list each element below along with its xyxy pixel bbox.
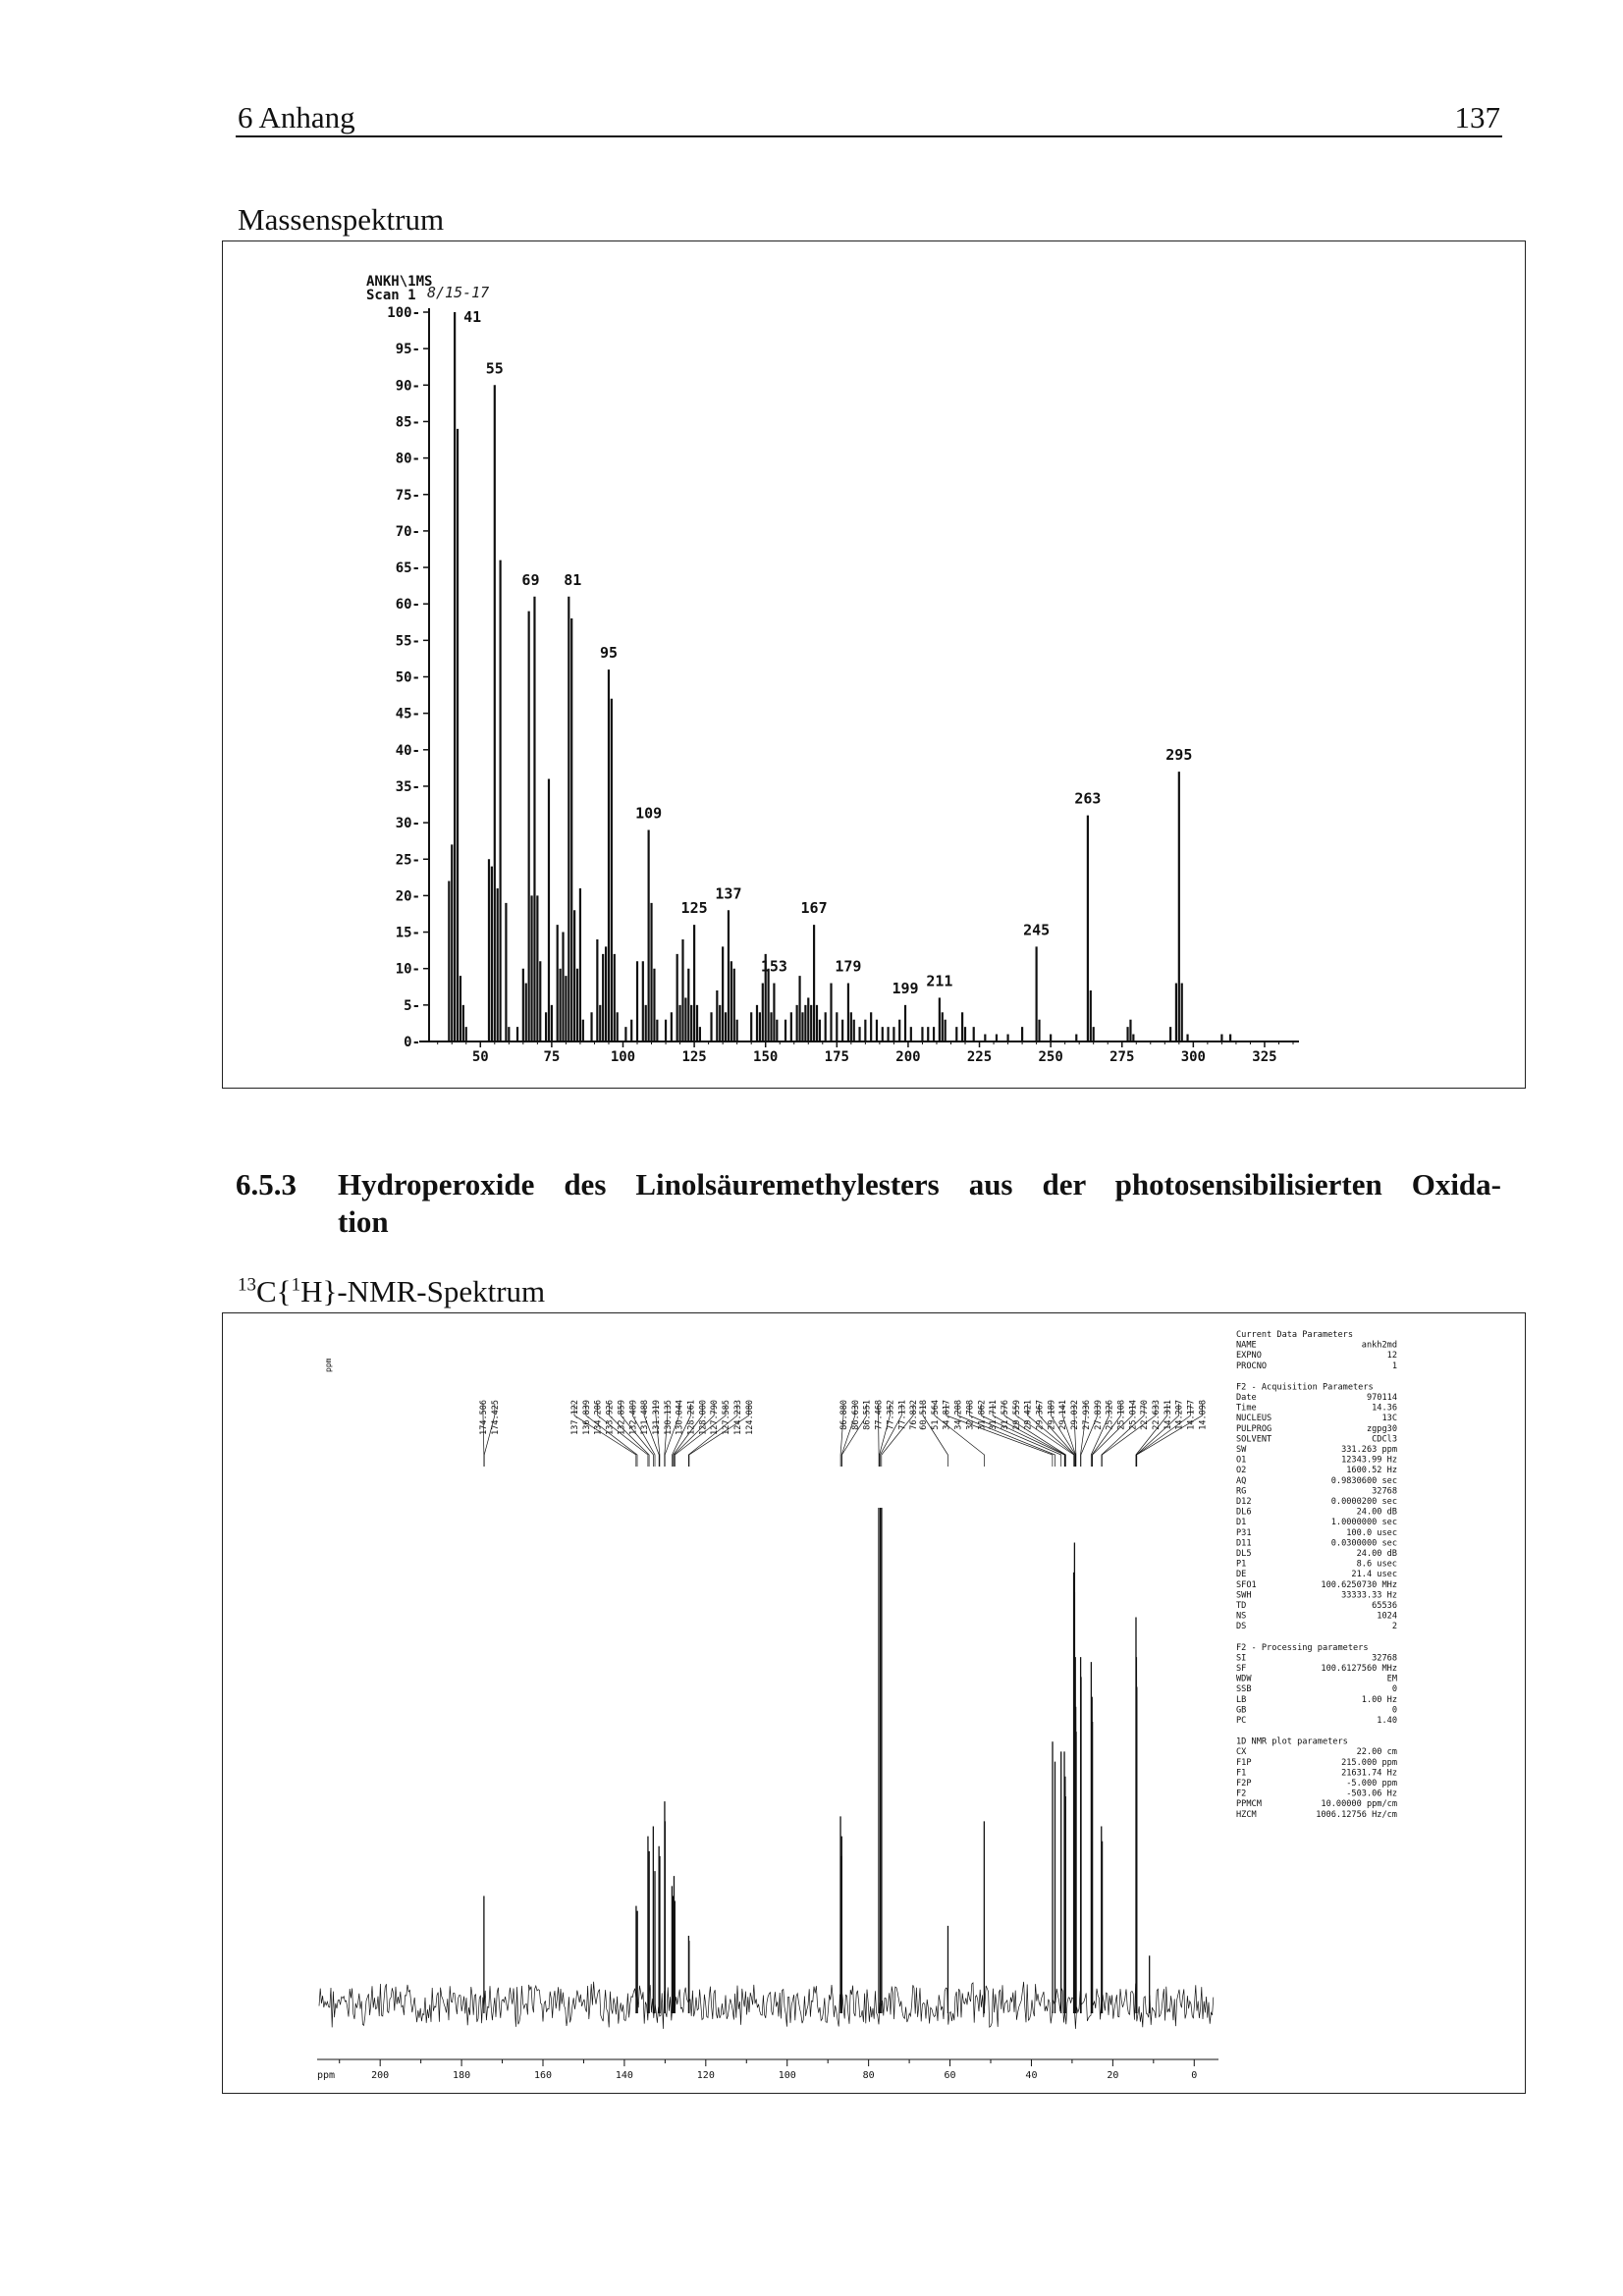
nmr-param-value: 1: [1391, 1361, 1397, 1371]
ms-peak-label: 199: [892, 979, 919, 997]
ms-x-tick-label: 325: [1252, 1049, 1277, 1065]
nmr-param-key: F2: [1236, 1789, 1247, 1799]
ms-x-tick-label: 75: [543, 1049, 561, 1065]
ms-caption: Massenspektrum: [238, 202, 445, 237]
nmr-peak-label: 14.207: [1174, 1400, 1185, 1430]
nmr-param-value: 32768: [1372, 1653, 1397, 1664]
nmr-param-key: F2P: [1236, 1779, 1252, 1789]
nmr-param-key: SWH: [1236, 1590, 1252, 1601]
nmr-param-key: PROCNO: [1236, 1361, 1268, 1371]
ms-x-tick-label: 250: [1038, 1049, 1063, 1065]
nmr-x-tick-label: 0: [1191, 2070, 1198, 2081]
ms-peak-label: 167: [800, 899, 828, 918]
nmr-peak-label: 29.367: [1035, 1400, 1046, 1430]
nmr-peak-label: 29.189: [1047, 1400, 1057, 1430]
nmr-peak-label: 34.817: [942, 1400, 952, 1430]
nmr-caption-mid: C{: [256, 1274, 292, 1308]
nmr-peak-label: 31.711: [989, 1400, 1000, 1430]
ms-figure: [222, 240, 1526, 1089]
ms-y-tick-label: 15-: [395, 925, 420, 941]
ms-y-tick-label: 60-: [395, 597, 420, 614]
nmr-param-key: TD: [1236, 1601, 1247, 1611]
nmr-peak-label: 51.564: [930, 1400, 941, 1430]
nmr-param-key: P31: [1236, 1527, 1252, 1538]
ms-y-tick-label: 30-: [395, 816, 420, 832]
nmr-param-key: WDW: [1236, 1674, 1252, 1684]
nmr-peak-label: 133.926: [605, 1400, 616, 1435]
ms-peak-label: 41: [463, 308, 482, 326]
nmr-peak-label: 86.551: [862, 1400, 873, 1430]
nmr-axis-unit: ppm: [324, 1358, 333, 1372]
nmr-x-tick-label: 100: [778, 2070, 796, 2081]
ms-x-tick-label: 50: [471, 1049, 489, 1065]
nmr-param-value: CDCl3: [1372, 1434, 1397, 1445]
nmr-param-value: 0: [1391, 1705, 1397, 1716]
nmr-peak-label: 174.425: [490, 1400, 501, 1435]
nmr-peak-label: 130.044: [675, 1400, 685, 1435]
nmr-param-key: AQ: [1236, 1475, 1247, 1486]
nmr-param-value: 24.00 dB: [1356, 1507, 1397, 1518]
nmr-param-value: 1.40: [1377, 1716, 1397, 1726]
ms-peak-label: 109: [635, 804, 663, 823]
ms-peak-label: 263: [1074, 789, 1102, 808]
ms-peak-label: 137: [715, 884, 742, 903]
nmr-x-tick-label: 180: [453, 2070, 471, 2081]
nmr-param-value: 215.000 ppm: [1341, 1757, 1397, 1768]
nmr-x-tick-label: 40: [1025, 2070, 1038, 2081]
nmr-peak-label: 77.352: [886, 1400, 896, 1430]
nmr-param-value: zgpg30: [1366, 1423, 1397, 1434]
section-title-line2: tion: [338, 1204, 389, 1239]
nmr-param-heading: F2 - Processing parameters: [1236, 1642, 1369, 1653]
nmr-param-value: 1.00 Hz: [1361, 1694, 1397, 1705]
ms-peak-label: 211: [926, 972, 953, 990]
nmr-peak-label: 134.206: [593, 1400, 604, 1435]
nmr-param-value: 65536: [1372, 1601, 1397, 1611]
ms-peak-label: 295: [1165, 746, 1193, 765]
nmr-peak-label: 25.014: [1128, 1400, 1139, 1430]
nmr-param-value: 1024: [1377, 1611, 1397, 1622]
nmr-param-key: O1: [1236, 1455, 1247, 1466]
ms-y-tick-label: 95-: [395, 342, 420, 358]
nmr-peak-label: 77.468: [874, 1400, 885, 1430]
nmr-param-value: 100.6127560 MHz: [1321, 1664, 1397, 1674]
nmr-param-key: F1: [1236, 1768, 1247, 1779]
nmr-param-value: 21.4 usec: [1351, 1570, 1397, 1580]
nmr-peak-label: 31.862: [977, 1400, 988, 1430]
ms-title-line2: Scan 1: [366, 288, 416, 303]
nmr-peak-label: 34.208: [953, 1400, 964, 1430]
running-header: [236, 98, 1502, 137]
nmr-param-key: F1P: [1236, 1757, 1252, 1768]
nmr-param-key: HZCM: [1236, 1809, 1257, 1820]
nmr-param-key: DS: [1236, 1622, 1247, 1632]
nmr-param-value: 33333.33 Hz: [1341, 1590, 1397, 1601]
nmr-peak-label: 131.319: [651, 1400, 662, 1435]
ms-x-tick-label: 100: [610, 1049, 636, 1065]
nmr-param-key: D11: [1236, 1538, 1252, 1549]
nmr-param-value: 970114: [1366, 1393, 1397, 1403]
nmr-param-key: NUCLEUS: [1236, 1414, 1272, 1424]
nmr-param-key: DE: [1236, 1570, 1247, 1580]
ms-y-tick-label: 100-: [387, 305, 420, 321]
nmr-param-value: 14.36: [1372, 1403, 1397, 1414]
ms-x-tick-label: 150: [753, 1049, 779, 1065]
nmr-param-key: DL6: [1236, 1507, 1252, 1518]
nmr-param-value: 32768: [1372, 1486, 1397, 1497]
nmr-x-axis-label: ppm: [317, 2070, 336, 2081]
nmr-param-heading: F2 - Acquisition Parameters: [1236, 1382, 1374, 1393]
ms-y-tick-label: 75-: [395, 487, 420, 504]
nmr-peak-label: 137.122: [570, 1400, 580, 1435]
nmr-param-key: GB: [1236, 1705, 1247, 1716]
nmr-peak-label: 127.585: [722, 1400, 732, 1435]
ms-x-tick-label: 125: [681, 1049, 707, 1065]
nmr-param-value: 24.00 dB: [1356, 1549, 1397, 1559]
nmr-param-key: SOLVENT: [1236, 1434, 1272, 1445]
nmr-peak-label: 32.708: [965, 1400, 976, 1430]
nmr-peak-label: 76.832: [909, 1400, 920, 1430]
nmr-peak-label: 22.633: [1152, 1400, 1162, 1430]
ms-y-tick-label: 20-: [395, 888, 420, 905]
ms-peak-label: 125: [680, 899, 708, 918]
nmr-param-key: SF: [1236, 1664, 1247, 1674]
nmr-figure: [222, 1312, 1526, 2094]
nmr-peak-label: 14.177: [1186, 1400, 1197, 1430]
nmr-caption: [238, 1274, 545, 1309]
nmr-spectrum-chart: [223, 1313, 1525, 2093]
nmr-caption-sup2: 1: [291, 1274, 301, 1296]
ms-y-tick-label: 80-: [395, 451, 420, 467]
nmr-peak-label: 14.098: [1198, 1400, 1209, 1430]
ms-y-tick-label: 65-: [395, 561, 420, 577]
nmr-param-key: SW: [1236, 1445, 1247, 1455]
nmr-peak-label: 127.790: [710, 1400, 721, 1435]
ms-x-tick-label: 275: [1109, 1049, 1135, 1065]
nmr-peak-label: 128.261: [686, 1400, 697, 1435]
nmr-param-key: SI: [1236, 1653, 1247, 1664]
nmr-param-key: SSB: [1236, 1684, 1252, 1695]
nmr-param-key: RG: [1236, 1486, 1247, 1497]
section-title: [338, 1166, 1501, 1241]
ms-peak-label: 55: [485, 359, 504, 378]
nmr-param-key: DL5: [1236, 1549, 1252, 1559]
ms-peak-label: 245: [1023, 921, 1051, 939]
nmr-param-value: 12343.99 Hz: [1341, 1455, 1397, 1466]
ms-y-tick-label: 10-: [395, 961, 420, 978]
page-number: 137: [1454, 100, 1500, 134]
nmr-peak-label: 25.108: [1116, 1400, 1127, 1430]
nmr-peak-label: 29.141: [1058, 1400, 1069, 1430]
nmr-param-value: -503.06 Hz: [1346, 1789, 1397, 1799]
nmr-param-value: EM: [1386, 1674, 1397, 1684]
ms-y-tick-label: 55-: [395, 633, 420, 650]
nmr-x-tick-label: 80: [862, 2070, 875, 2081]
ms-y-tick-label: 70-: [395, 523, 420, 540]
nmr-param-value: 331.263 ppm: [1341, 1445, 1397, 1455]
nmr-param-key: LB: [1236, 1694, 1247, 1705]
nmr-peak-label: 22.770: [1140, 1400, 1151, 1430]
nmr-peak-label: 124.080: [744, 1400, 755, 1435]
ms-x-tick-label: 300: [1180, 1049, 1206, 1065]
nmr-peak-label: 174.506: [479, 1400, 489, 1435]
nmr-param-key: D12: [1236, 1497, 1252, 1507]
ms-y-tick-label: 40-: [395, 742, 420, 759]
ms-peak-label: 81: [564, 570, 582, 589]
nmr-peak-label: 27.936: [1081, 1400, 1092, 1430]
ms-x-tick-label: 200: [895, 1049, 921, 1065]
nmr-param-value: 100.6250730 MHz: [1321, 1579, 1397, 1590]
nmr-param-key: PULPROG: [1236, 1423, 1272, 1434]
nmr-x-tick-label: 160: [533, 2070, 553, 2081]
nmr-param-value: 10.00000 ppm/cm: [1321, 1799, 1397, 1810]
ms-handwritten-note: 8/15-17: [427, 284, 490, 301]
ms-y-tick-label: 50-: [395, 669, 420, 686]
ms-peak-label: 179: [835, 957, 862, 976]
nmr-param-value: 1006.12756 Hz/cm: [1316, 1809, 1397, 1820]
nmr-param-key: O2: [1236, 1466, 1247, 1476]
ms-y-tick-label: 45-: [395, 706, 420, 722]
ms-y-tick-label: 85-: [395, 414, 420, 431]
nmr-peak-label: 14.311: [1163, 1400, 1173, 1430]
nmr-param-heading: Current Data Parameters: [1236, 1330, 1353, 1340]
nmr-param-key: CX: [1236, 1747, 1247, 1758]
nmr-caption-end: H}-NMR-Spektrum: [300, 1274, 546, 1308]
nmr-param-key: EXPNO: [1236, 1351, 1262, 1362]
nmr-peak-label: 132.859: [617, 1400, 627, 1435]
nmr-param-value: 0.0300000 sec: [1330, 1538, 1397, 1549]
nmr-param-value: 0.9830600 sec: [1330, 1475, 1397, 1486]
nmr-param-key: PPMCM: [1236, 1799, 1262, 1810]
nmr-param-value: -5.000 ppm: [1346, 1779, 1397, 1789]
nmr-param-value: 2: [1391, 1622, 1397, 1632]
nmr-param-key: D1: [1236, 1518, 1247, 1528]
nmr-x-tick-label: 20: [1107, 2070, 1119, 2081]
nmr-param-value: 1.0000000 sec: [1330, 1518, 1397, 1528]
ms-peak-label: 95: [599, 644, 619, 663]
nmr-param-value: 8.6 usec: [1356, 1559, 1397, 1570]
nmr-param-heading: 1D NMR plot parameters: [1236, 1736, 1348, 1747]
nmr-peak-label: 31.576: [1000, 1400, 1010, 1430]
ms-peak-label: 69: [521, 570, 540, 589]
nmr-peak-label: 128.000: [698, 1400, 709, 1435]
section-title-line1: Hydroperoxide des Linolsäuremethylesters aus der photosensibilisierten Oxida-: [338, 1167, 1501, 1201]
nmr-peak-label: 27.839: [1093, 1400, 1104, 1430]
nmr-peak-label: 29.032: [1070, 1400, 1081, 1430]
nmr-x-tick-label: 60: [944, 2070, 956, 2081]
nmr-peak-label: 86.630: [850, 1400, 861, 1430]
mass-spectrum-chart: [223, 241, 1525, 1088]
nmr-param-key: SFO1: [1236, 1579, 1257, 1590]
nmr-param-key: NAME: [1236, 1340, 1257, 1351]
nmr-param-key: PC: [1236, 1716, 1247, 1726]
nmr-peak-label: 25.326: [1105, 1400, 1115, 1430]
nmr-param-value: 22.00 cm: [1356, 1747, 1397, 1758]
nmr-caption-sup1: 13: [238, 1274, 256, 1296]
ms-y-tick-label: 35-: [395, 778, 420, 795]
nmr-peak-label: 131.488: [640, 1400, 651, 1435]
ms-y-tick-label: 25-: [395, 852, 420, 869]
nmr-peak-label: 29.559: [1011, 1400, 1022, 1430]
chapter-title: 6 Anhang: [238, 100, 355, 134]
nmr-param-value: 21631.74 Hz: [1341, 1768, 1397, 1779]
nmr-param-value: 0: [1391, 1684, 1397, 1695]
nmr-peak-label: 132.489: [628, 1400, 639, 1435]
nmr-param-key: Time: [1236, 1403, 1257, 1414]
nmr-x-tick-label: 140: [615, 2070, 633, 2081]
ms-x-tick-label: 225: [966, 1049, 993, 1065]
nmr-x-tick-label: 200: [371, 2070, 390, 2081]
nmr-peak-label: 136.839: [581, 1400, 592, 1435]
nmr-peak-label: 130.135: [663, 1400, 674, 1435]
nmr-peak-label: 77.131: [897, 1400, 908, 1430]
nmr-param-value: 13C: [1381, 1414, 1397, 1424]
nmr-param-key: P1: [1236, 1559, 1247, 1570]
nmr-param-value: 12: [1386, 1351, 1397, 1362]
nmr-peak-label: 86.880: [839, 1400, 849, 1430]
nmr-peak-label: 29.421: [1023, 1400, 1034, 1430]
nmr-x-tick-label: 120: [696, 2070, 715, 2081]
nmr-param-key: NS: [1236, 1611, 1247, 1622]
ms-x-tick-label: 175: [824, 1049, 849, 1065]
nmr-param-value: ankh2md: [1361, 1340, 1397, 1351]
nmr-param-key: Date: [1236, 1393, 1257, 1403]
nmr-param-value: 100.0 usec: [1346, 1527, 1397, 1538]
ms-y-tick-label: 90-: [395, 378, 420, 395]
ms-title-line1: ANKH\1MS: [366, 274, 433, 290]
nmr-baseline-noise: [319, 1982, 1214, 2029]
nmr-param-value: 1600.52 Hz: [1346, 1466, 1397, 1476]
ms-y-tick-label: 5-: [404, 997, 420, 1014]
nmr-peak-label: 124.233: [732, 1400, 743, 1435]
section-number: 6.5.3: [236, 1167, 297, 1201]
nmr-param-value: 0.0000200 sec: [1330, 1497, 1397, 1507]
ms-y-tick-label: 0-: [404, 1035, 420, 1050]
nmr-peak-label: 60.518: [919, 1400, 929, 1430]
ms-peak-label: 153: [760, 957, 787, 976]
